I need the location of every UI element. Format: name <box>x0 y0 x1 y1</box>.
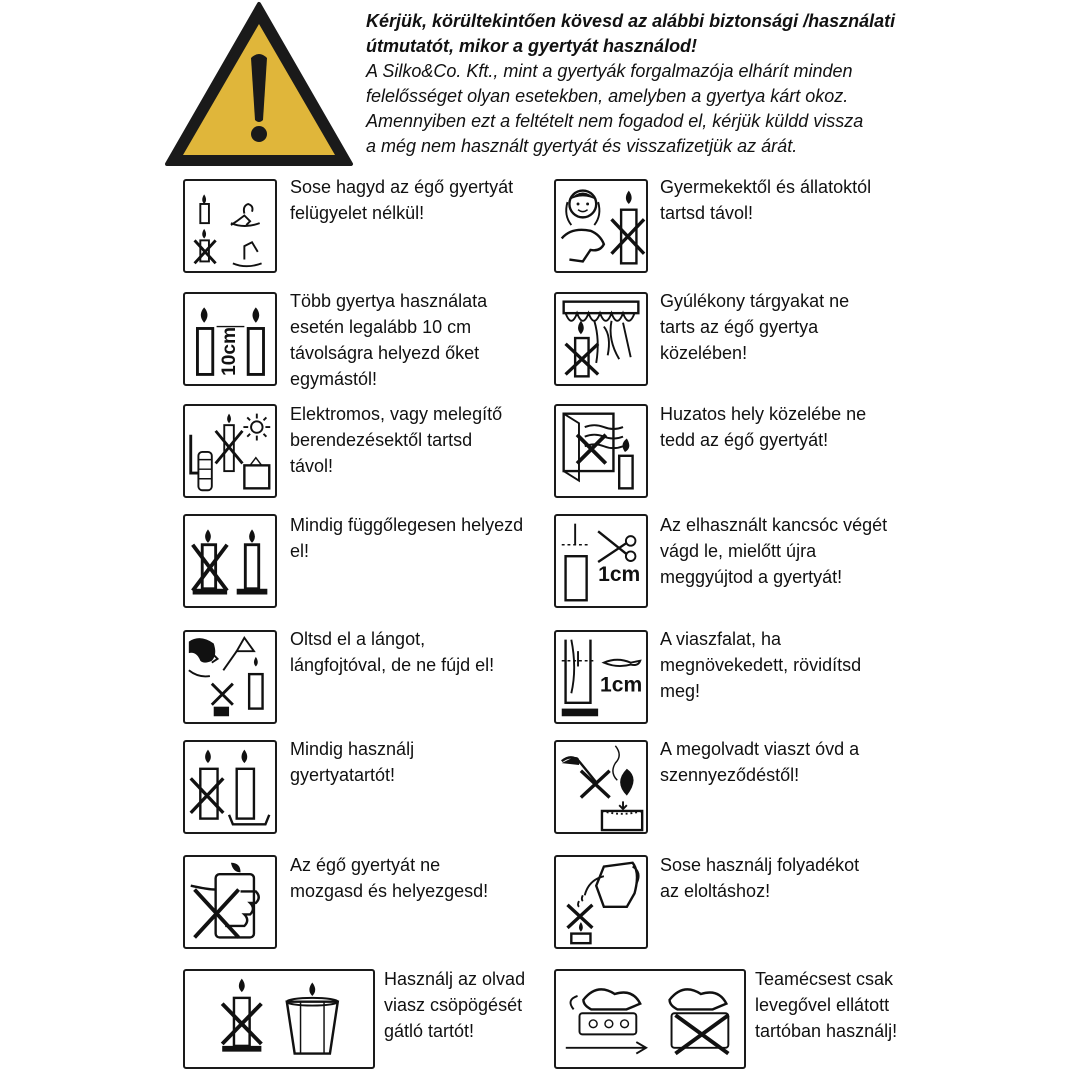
no-liquid-icon <box>554 855 648 949</box>
header-title: Kérjük, körültekintően kövesd az alábbi biztonsági /használati útmutatót, mikor a gyertyát használod! <box>366 11 896 56</box>
trim-wick-icon <box>554 514 648 608</box>
instruction-text-flammable: Gyúlékony tárgyakat ne tarts az égő gyertya közelében! <box>660 291 850 363</box>
instruction-text-unattended: Sose hagyd az égő gyertyát felügyelet nélkül! <box>290 177 514 223</box>
instructions-header <box>366 9 966 159</box>
instruction-text-do-not-move: Az égő gyertyát ne mozgasd és helyezgesd! <box>290 855 489 901</box>
instruction-text-snuffer: Oltsd el a lángot, lángfojtóval, de ne fújd el! <box>290 629 495 675</box>
candle-holder-icon <box>183 740 277 834</box>
instruction-text-distance: Több gyertya használata esetén legalább 10 cm távolságra helyezd őket egymástól! <box>290 291 488 389</box>
instruction-text-trim-wick: Az elhasznált kancsóc végét vágd le, mielőtt újra meggyújtod a gyertyát! <box>660 515 888 587</box>
children-animals-icon <box>554 179 648 273</box>
trim-wick-label: 1cm <box>598 563 641 587</box>
candle-distance-icon <box>183 292 277 386</box>
unattended-candle-icon <box>183 179 277 273</box>
tealight-icon <box>554 969 746 1069</box>
drip-holder-icon <box>183 969 375 1069</box>
trim-wall-label: 1cm <box>600 673 643 697</box>
instruction-text-draught: Huzatos hely közelébe ne tedd az égő gyertyát! <box>660 404 867 450</box>
header-disclaimer: A Silko&Co. Kft., mint a gyertyák forgalmazója elhárít minden felelősséget olyan esetekben, amelyben a gyertya kárt okoz. Amennyiben ezt a feltételt nem fogadod el, kérjük küldd vissza a még nem használt gyertyát és visszafizetjük az árát. <box>366 61 864 156</box>
warning-triangle-icon <box>163 0 355 168</box>
do-not-move-icon <box>183 855 277 949</box>
instruction-text-trim-wall: A viaszfalat, ha megnövekedett, rövidítsd meg! <box>660 629 862 701</box>
instruction-text-drip-holder: Használj az olvad viasz csöpögését gátló tartót! <box>384 969 526 1041</box>
clean-wax-icon <box>554 740 648 834</box>
instruction-text-clean-wax: A megolvadt viaszt óvd a szennyeződéstől! <box>660 739 860 785</box>
instruction-text-holder: Mindig használj gyertyatartót! <box>290 739 415 785</box>
electric-heat-icon <box>183 404 277 498</box>
instruction-text-upright: Mindig függőlegesen helyezd el! <box>290 515 524 561</box>
snuffer-icon <box>183 630 277 724</box>
flammable-objects-icon <box>554 292 648 386</box>
distance-label: 10cm <box>219 326 241 376</box>
instruction-text-electric: Elektromos, vagy melegítő berendezésektől tartsd távol! <box>290 404 503 476</box>
trim-wall-icon <box>554 630 648 724</box>
instruction-text-no-liquid: Sose használj folyadékot az eloltáshoz! <box>660 855 860 901</box>
instruction-text-tealight: Teamécsest csak levegővel ellátott tartóban használj! <box>755 969 898 1041</box>
instruction-text-children: Gyermekektől és állatoktól tartsd távol! <box>660 177 872 223</box>
draught-icon <box>554 404 648 498</box>
upright-candle-icon <box>183 514 277 608</box>
